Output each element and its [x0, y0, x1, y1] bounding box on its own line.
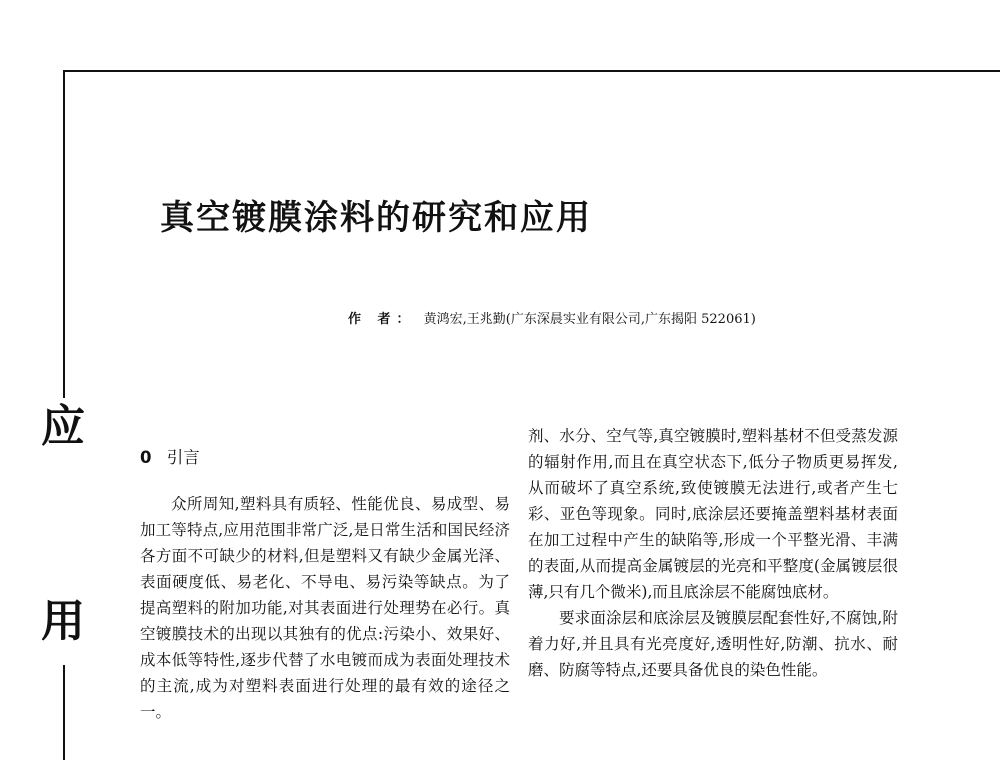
section-heading-text: 引言 [166, 448, 200, 467]
author-label: 作 者： [348, 312, 416, 327]
section-number: 0 [140, 448, 152, 467]
margin-rule-top [63, 70, 65, 398]
right-column [528, 423, 898, 683]
section-heading [140, 445, 510, 471]
author-byline [348, 311, 756, 329]
requirements-paragraph: 要求面涂层和底涂层及镀膜层配套性好,不腐蚀,附着力好,并且具有光亮度好,透明性好,防潮、抗水、耐磨、防腐等特点,还要具备优良的染色性能。 [528, 609, 898, 679]
article-title: 真空镀膜涂料的研究和应用 [160, 198, 592, 238]
section-marker-char-1: 应 [28, 405, 98, 449]
author-names: 黄鸿宏,王兆勤(广东深晨实业有限公司,广东揭阳 522061) [423, 312, 756, 327]
intro-paragraph: 众所周知,塑料具有质轻、性能优良、易成型、易加工等特点,应用范围非常广泛,是日常生活和国民经济各方面不可缺少的材料,但是塑料又有缺少金属光泽、表面硬度低、易老化、不导电、易污染等缺点。为了提高塑料的附加功能,对其表面进行处理势在必行。真空镀膜技术的出现以其独有的优点:污染小、效果好、成本低等特性,逐步代替了水电镀而成为表面处理技术的主流,成为对塑料表面进行处理的最有效的途径之一。 [140, 495, 510, 721]
section-marker-char-2: 用 [28, 600, 98, 644]
margin-rule-bottom [63, 665, 65, 760]
header-rule [63, 70, 1000, 72]
left-column [140, 445, 510, 725]
continued-paragraph: 剂、水分、空气等,真空镀膜时,塑料基材不但受蒸发源的辐射作用,而且在真空状态下,低分子物质更易挥发,从而破坏了真空系统,致使镀膜无法进行,或者产生七彩、亚色等现象。同时,底涂层还要掩盖塑料基材表面在加工过程中产生的缺陷等,形成一个平整光滑、丰满的表面,从而提高金属镀层的光亮和平整度(金属镀层很薄,只有几个微米),而且底涂层不能腐蚀底材。 [528, 427, 898, 601]
